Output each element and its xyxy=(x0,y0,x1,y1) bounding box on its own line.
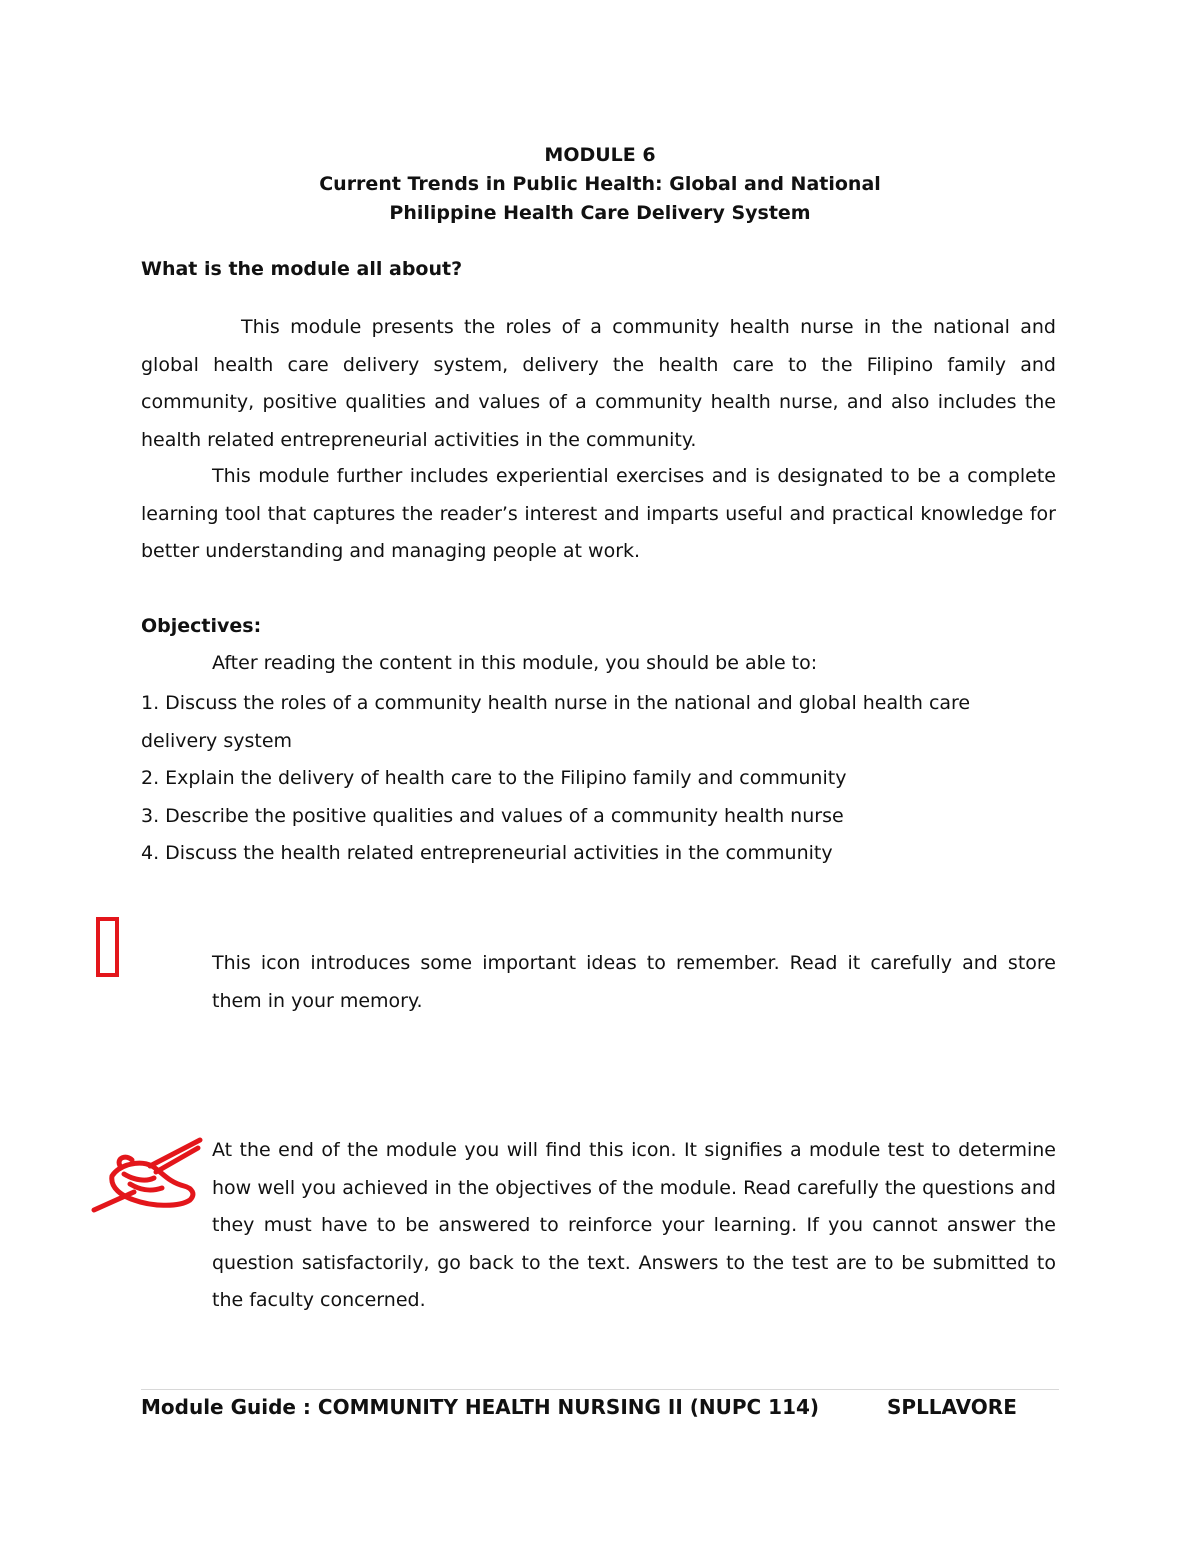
footer-divider xyxy=(141,1389,1059,1390)
objectives-heading: Objectives: xyxy=(141,615,262,637)
title-block xyxy=(0,141,1200,228)
about-paragraph-1: This module presents the roles of a community health nurse in the national and global health care delivery system, delivery the health care to the Filipino family and community, positive qualities and values of a community health nurse, and also includes the health related entrepreneurial activities in the community. xyxy=(141,316,1056,451)
writing-hand-icon xyxy=(90,1136,205,1214)
important-ideas-icon xyxy=(96,917,119,977)
module-title-line1: Current Trends in Public Health: Global and National xyxy=(319,173,881,195)
about-paragraph-2: This module further includes experiential exercises and is designated to be a complete learning tool that captures the reader’s interest and imparts useful and practical knowledge for better understanding and managing people at work. xyxy=(141,465,1056,562)
footer-guide: Module Guide : COMMUNITY HEALTH NURSING II (NUPC 114) xyxy=(141,1395,820,1419)
test-icon-text: At the end of the module you will find this icon. It signifies a module test to determine how well you achieved in the objectives of the module. Read carefully the questions and they must have to be answered to reinforce your learning. If you cannot answer the question satisfactorily, go back to the text. Answers to the test are to be submitted to the faculty concerned. xyxy=(212,1139,1056,1311)
about-heading: What is the module all about? xyxy=(141,258,463,280)
objective-item-2: 2. Explain the delivery of health care to the Filipino family and community xyxy=(141,767,847,789)
module-title-line2: Philippine Health Care Delivery System xyxy=(389,202,811,224)
objective-item-1: 1. Discuss the roles of a community health nurse in the national and global health care delivery system xyxy=(141,692,971,752)
objective-item-4: 4. Discuss the health related entrepreneurial activities in the community xyxy=(141,842,833,864)
objective-item-3: 3. Describe the positive qualities and values of a community health nurse xyxy=(141,804,844,827)
objectives-lead: After reading the content in this module, you should be able to: xyxy=(212,652,818,674)
remember-icon-text: This icon introduces some important ideas to remember. Read it carefully and store them in your memory. xyxy=(212,952,1056,1012)
module-number: MODULE 6 xyxy=(544,144,656,166)
objectives-list xyxy=(141,685,1041,873)
footer-author: SPLLAVORE xyxy=(887,1395,1017,1419)
